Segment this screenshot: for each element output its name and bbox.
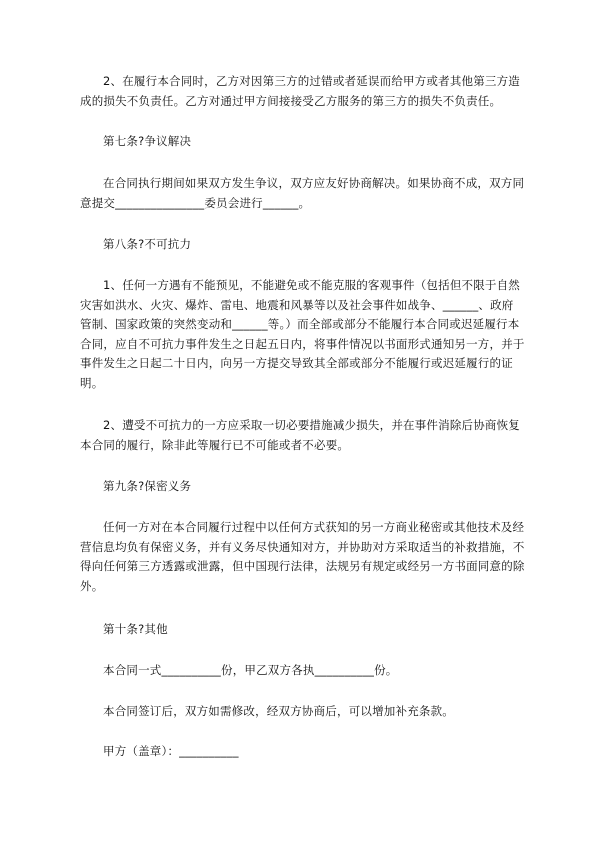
article-10-heading: 第十条?其他 [103, 622, 168, 636]
article-8-item-1: 1、任何一方遇有不能预见，不能避免或不能克服的客观事件（包括但不限于自然灾害如洪水、火灾、爆炸、雷电、地震和风暴等以及社会事件如战争、______、政府管制、国家政策的突然变动和______等。）而全部或部分不能履行本合同或迟延履行本合同，应自不可抗力事件发生之日起五日内，将事件情况以书面形式通知另一方，并于事件发生之日起二十日内，向另一方提交导致其全部或部分不能履行或迟延履行的证明。 [80, 278, 525, 390]
clause-6-item-2: 2、在履行本合同时，乙方对因第三方的过错或者延误而给甲方或者其他第三方造成的损失不负责任。乙方对通过甲方间接接受乙方服务的第三方的损失不负责任。 [80, 74, 521, 108]
article-7-heading: 第七条?争议解决 [103, 134, 192, 148]
article-7-body: 在合同执行期间如果双方发生争议，双方应友好协商解决。如果协商不成，双方同意提交_______________委员会进行______。 [80, 176, 525, 210]
article-8-heading: 第八条?不可抗力 [103, 237, 192, 251]
party-a-seal-line: 甲方（盖章）：__________ [103, 744, 239, 758]
article-8-item-2: 2、遭受不可抗力的一方应采取一切必要措施减少损失，并在事件消除后协商恢复本合同的履行，除非此等履行已不可能或者不必要。 [80, 418, 521, 452]
amendment-clause: 本合同签订后，双方如需修改，经双方协商后，可以增加补充条款。 [103, 704, 454, 718]
article-9-heading: 第九条?保密义务 [103, 479, 192, 493]
copies-clause: 本合同一式__________份，甲乙双方各执__________份。 [103, 663, 398, 677]
article-9-body: 任何一方对在本合同履行过程中以任何方式获知的另一方商业秘密或其他技术及经营信息均负有保密义务，并有义务尽快通知对方，并协助对方采取适当的补救措施，不得向任何第三方透露或泄露，但中国现行法律，法规另有规定或经另一方书面同意的除外。 [80, 520, 525, 593]
